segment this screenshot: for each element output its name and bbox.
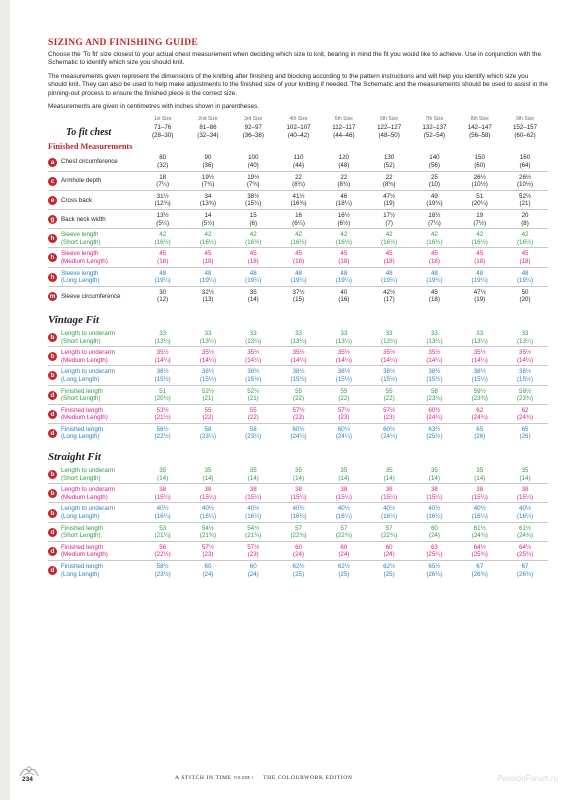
measurement-cell: 110 (44) xyxy=(293,154,305,170)
measurement-cell: 26½ (10½) xyxy=(516,173,534,189)
measurement-row xyxy=(48,541,548,560)
book-title: A STITCH IN TIME VOLUME 1 THE COLOURWORK EDITION xyxy=(175,775,353,781)
measurement-cell: 80 (32) xyxy=(157,154,169,170)
to-fit-row xyxy=(48,124,548,140)
measurement-cell: 56 (22½) xyxy=(154,543,171,559)
measurement-cell: 46 (18¼) xyxy=(335,192,352,208)
measurement-cell: 15 (6) xyxy=(249,212,258,227)
measurement-cell: 31½ (12¾) xyxy=(154,192,171,208)
measurement-cell: 67 (26¾) xyxy=(471,563,488,578)
measurement-cell: 65 (26) xyxy=(474,425,486,441)
measurement-cell: 40½ (16¼) xyxy=(426,505,443,521)
measurement-label: m Sleeve circumference xyxy=(49,292,121,300)
finished-measurements-table xyxy=(48,152,548,305)
measurement-label: d Finished length (Medium Length) xyxy=(48,544,140,559)
measurement-cell: 34 (13¾) xyxy=(199,192,217,208)
measurement-cell: 60 (24) xyxy=(293,543,305,559)
schematic-key-badge: h xyxy=(48,273,57,282)
page-number: 234 xyxy=(22,776,33,783)
measurement-label: d Finished length (Long Length) xyxy=(48,426,140,441)
measurement-cell: 33 (13¼) xyxy=(426,329,443,345)
measurement-cell: 14 (5½) xyxy=(201,212,215,227)
measurement-cell: 61½ (24¾) xyxy=(516,524,534,540)
to-fit-cell: 71–76 (28–30) xyxy=(151,124,174,140)
measurement-cell: 48 (19¼) xyxy=(290,269,307,285)
measurement-cell: 55 (22) xyxy=(383,387,395,403)
measurement-cell: 18 (7¼) xyxy=(156,173,170,189)
measurement-cell: 50 (20) xyxy=(519,288,531,304)
measurement-cell: 26½ (10½) xyxy=(471,173,488,189)
measurement-cell: 52½ (21) xyxy=(247,387,260,403)
measurement-cell: 45 (18) xyxy=(202,250,214,265)
measurement-cell: 45 (18) xyxy=(338,250,350,265)
measurement-cell: 45 (18) xyxy=(474,250,486,265)
to-fit-cell: 132–137 (52–54) xyxy=(422,124,447,140)
measurement-cell: 38 (15¼) xyxy=(516,486,534,501)
measurement-cell: 35½ (14¼) xyxy=(335,349,352,364)
measurement-cell: 20 (8) xyxy=(521,212,529,227)
measurement-cell: 63 (25¼) xyxy=(426,543,443,559)
measurement-cell: 33 (13¼) xyxy=(381,329,398,345)
measurement-cell: 42 (16½) xyxy=(154,231,171,246)
measurement-cell: 42 (16½) xyxy=(245,231,262,246)
measurement-label: b Length to underarm (Medium Length) xyxy=(48,486,140,501)
measurement-label: d Finished length (Medium Length) xyxy=(48,407,140,422)
measurement-cell: 40½ (16¼) xyxy=(290,505,307,521)
measurement-cell: 19½ (7¾) xyxy=(246,173,260,189)
measurement-row xyxy=(48,423,548,442)
measurement-cell: 40½ (16¼) xyxy=(335,505,352,521)
measurement-cell: 59½ (23¾) xyxy=(471,387,488,403)
measurement-cell: 42 (16½) xyxy=(516,231,534,246)
measurement-cell: 35 (14) xyxy=(247,467,259,482)
measurement-cell: 120 (48) xyxy=(338,154,350,170)
measurement-cell: 35½ (14¼) xyxy=(516,349,534,364)
measurement-row xyxy=(48,385,548,404)
measurement-cell: 64½ (25¾) xyxy=(516,543,534,559)
measurement-row xyxy=(48,522,548,541)
measurement-cell: 40½ (16¼) xyxy=(471,505,488,521)
measurement-cell: 40½ (16¼) xyxy=(199,505,217,521)
schematic-key-badge: b xyxy=(48,470,57,479)
measurement-cell: 60½ (24¼) xyxy=(381,425,398,441)
measurement-cell: 35½ (14¼) xyxy=(245,349,262,364)
to-fit-cell: 142–147 (56–58) xyxy=(467,124,492,140)
measurement-label: g Back neck width xyxy=(48,212,140,227)
measurement-cell: 53½ (21½) xyxy=(154,406,171,422)
intro-paragraph-1: Choose the 'To fit' size closest to your actual chest measurement when deciding which size to knit, bearing in mind the fit you would like to achieve. Use in conjunction with the Schematic to identify which size you should knit. xyxy=(48,51,542,67)
measurement-cell: 40½ (16¼) xyxy=(245,505,262,521)
measurement-row xyxy=(48,209,548,228)
measurement-cell: 57½ (23) xyxy=(337,406,350,422)
measurement-label: d Finished length (Short Length) xyxy=(48,525,140,540)
measurement-cell: 35 (14) xyxy=(338,467,350,482)
measurement-cell: 57½ (23) xyxy=(383,406,396,422)
measurement-cell: 48 (19¼) xyxy=(335,269,352,285)
measurement-row xyxy=(48,171,548,190)
size-header: 2nd Size xyxy=(198,116,218,123)
measurement-cell: 42 (16½) xyxy=(199,231,217,246)
measurement-cell: 40½ (16¼) xyxy=(516,505,534,521)
measurement-cell: 35 (14) xyxy=(293,467,305,482)
measurement-cell: 22 (8¾) xyxy=(337,173,351,189)
measurement-cell: 35½ (14¼) xyxy=(471,349,488,364)
measurement-cell: 38½ (15½) xyxy=(290,368,307,383)
measurement-cell: 42 (16½) xyxy=(290,231,307,246)
to-fit-cell: 152–157 (60–62) xyxy=(512,124,538,140)
measurement-cell: 48 (19¼) xyxy=(426,269,443,285)
measurement-cell: 60½ (24¼) xyxy=(290,425,307,441)
schematic-key-badge: d xyxy=(48,391,57,400)
measurement-cell: 60 (24) xyxy=(428,524,440,540)
measurement-cell: 47½ (19) xyxy=(473,288,486,304)
measurement-cell: 57½ (23) xyxy=(247,543,260,559)
measurement-cell: 52½ (21) xyxy=(201,387,214,403)
measurement-row xyxy=(48,365,548,384)
measurement-label: d Finished length (Long Length) xyxy=(48,563,140,578)
schematic-key-badge: d xyxy=(48,410,57,419)
measurement-row xyxy=(48,483,548,502)
measurement-cell: 35 (14) xyxy=(519,467,531,482)
measurement-cell: 17½ (7) xyxy=(383,212,396,227)
measurement-cell: 35 (14) xyxy=(383,467,395,482)
measurement-row xyxy=(48,190,548,209)
measurement-cell: 42½ (17) xyxy=(383,288,396,304)
to-fit-cell: 102–107 (40–42) xyxy=(286,124,311,140)
measurement-cell: 38 (15¼) xyxy=(471,486,488,501)
measurement-label: b Length to underarm (Medium Length) xyxy=(48,349,140,364)
measurement-label: d Finished length (Short Length) xyxy=(48,388,140,403)
measurement-row xyxy=(48,346,548,365)
measurement-cell: 42 (16½) xyxy=(471,231,488,246)
schematic-key-badge: e xyxy=(48,196,57,205)
measurement-cell: 58 (23¼) xyxy=(426,387,443,403)
measurement-cell: 49 (19¾) xyxy=(426,192,443,208)
measurement-cell: 45 (18) xyxy=(428,250,440,265)
schematic-key-badge: d xyxy=(48,547,57,556)
measurement-label: h Sleeve length (Short Length) xyxy=(48,231,140,246)
measurement-cell: 38½ (15½) xyxy=(245,368,262,383)
measurement-cell: 35½ (14¼) xyxy=(381,349,398,364)
measurement-label: b Length to underarm (Long Length) xyxy=(48,505,140,520)
measurement-cell: 38½ (15½) xyxy=(426,368,443,383)
measurement-cell: 58 (23¼) xyxy=(199,425,217,441)
size-header: 8th Size xyxy=(470,116,489,123)
measurement-cell: 38½ (15½) xyxy=(335,368,352,383)
measurement-row xyxy=(48,228,548,247)
measurement-cell: 56½ (22½) xyxy=(154,425,171,441)
intro-paragraph-3: Measurements are given in centimetres with inches shown in parentheses. xyxy=(48,103,259,111)
size-header: 7th Size xyxy=(425,116,444,123)
straight-fit-heading: Straight Fit xyxy=(48,451,101,464)
measurement-cell: 48 (19¼) xyxy=(245,269,262,285)
measurement-cell: 52½ (21) xyxy=(519,192,532,208)
measurement-cell: 54½ (21¾) xyxy=(199,524,217,540)
measurement-cell: 160 (64) xyxy=(519,154,531,170)
to-fit-label: To fit chest xyxy=(66,126,112,138)
measurement-cell: 41½ (16¾) xyxy=(290,192,307,208)
measurement-row xyxy=(48,404,548,423)
measurement-cell: 38½ (15½) xyxy=(199,368,217,383)
measurement-cell: 58½ (23½) xyxy=(154,563,171,578)
measurement-cell: 42 (16½) xyxy=(381,231,398,246)
measurement-cell: 53 (21¼) xyxy=(154,524,171,540)
measurement-cell: 90 (36) xyxy=(202,154,214,170)
measurement-cell: 57½ (23) xyxy=(292,406,305,422)
measurement-row xyxy=(48,465,548,483)
measurement-cell: 60 (24) xyxy=(383,543,395,559)
schematic-key-badge: a xyxy=(48,158,57,167)
measurement-cell: 62 (24¾) xyxy=(471,406,488,422)
measurement-cell: 38 (15¼) xyxy=(426,486,443,501)
measurement-cell: 59½ (23¾) xyxy=(516,387,534,403)
measurement-cell: 60 (24) xyxy=(202,563,214,578)
measurement-row xyxy=(48,560,548,579)
measurement-cell: 33 (13¼) xyxy=(154,329,171,345)
measurement-cell: 35 (14) xyxy=(202,467,214,482)
measurement-cell: 38 (15¼) xyxy=(199,486,217,501)
measurement-cell: 35 (14) xyxy=(157,467,169,482)
measurement-cell: 16½ (6½) xyxy=(337,212,351,227)
schematic-key-badge: c xyxy=(48,177,57,186)
measurement-cell: 55 (22) xyxy=(247,406,259,422)
measurement-cell: 38 (15¼) xyxy=(245,486,262,501)
measurement-cell: 45 (18) xyxy=(519,250,531,265)
measurement-cell: 35 (14) xyxy=(247,288,259,304)
schematic-key-badge: d xyxy=(48,429,57,438)
measurement-cell: 60½ (24¼) xyxy=(335,425,352,441)
measurement-cell: 40 (16) xyxy=(338,288,350,304)
measurement-cell: 42 (16½) xyxy=(335,231,352,246)
measurement-cell: 42 (16½) xyxy=(426,231,443,246)
measurement-cell: 33 (13¼) xyxy=(245,329,262,345)
measurement-cell: 62½ (25) xyxy=(337,563,350,578)
measurement-label: b Length to underarm (Short Length) xyxy=(48,330,140,345)
schematic-key-badge: m xyxy=(49,292,56,300)
measurement-cell: 60 (24) xyxy=(247,563,259,578)
measurement-cell: 33 (13¼) xyxy=(516,329,534,345)
measurement-cell: 38 (15¼) xyxy=(154,486,171,501)
measurement-cell: 35½ (14¼) xyxy=(290,349,307,364)
size-header: 1st Size xyxy=(153,116,172,123)
measurement-row xyxy=(48,328,548,346)
measurement-cell: 38 (15¼) xyxy=(290,486,307,501)
measurement-cell: 54½ (21¾) xyxy=(245,524,262,540)
measurement-cell: 55 (22) xyxy=(293,387,305,403)
straight-fit-table xyxy=(48,465,548,579)
to-fit-cell: 92–97 (36–38) xyxy=(242,124,264,140)
measurement-label: e Cross back xyxy=(48,193,140,208)
measurement-label: h Sleeve length (Long Length) xyxy=(48,270,140,285)
measurement-cell: 18½ (7¼) xyxy=(428,212,441,227)
to-fit-cell: 81–86 (32–34) xyxy=(197,124,219,140)
measurement-cell: 33 (13¼) xyxy=(290,329,307,345)
measurement-row xyxy=(48,267,548,286)
measurement-cell: 22 (8¾) xyxy=(292,173,305,189)
measurement-cell: 100 (40) xyxy=(247,154,259,170)
measurement-cell: 62½ (25) xyxy=(383,563,396,578)
measurement-cell: 57½ (23) xyxy=(201,543,214,559)
measurement-label: b Length to underarm (Short Length) xyxy=(48,467,140,482)
measurement-cell: 33 (13¼) xyxy=(471,329,488,345)
measurement-cell: 16 (6¼) xyxy=(292,212,305,227)
measurement-cell: 35½ (14¼) xyxy=(199,349,217,364)
measurement-cell: 25 (10) xyxy=(428,173,440,189)
measurement-cell: 130 (52) xyxy=(383,154,395,170)
measurement-cell: 57 (22¾) xyxy=(290,524,307,540)
measurement-cell: 55 (22) xyxy=(202,406,214,422)
measurement-row xyxy=(48,247,548,266)
measurement-cell: 65 (26) xyxy=(519,425,531,441)
schematic-key-badge: h xyxy=(48,234,57,243)
measurement-cell: 35 (14) xyxy=(474,467,486,482)
measurement-cell: 48 (19¼) xyxy=(471,269,488,285)
measurement-cell: 61½ (24¾) xyxy=(471,524,488,540)
finished-measurements-heading: Finished Measurements xyxy=(48,142,133,152)
vintage-fit-table xyxy=(48,328,548,442)
measurement-cell: 58 (23¼) xyxy=(245,425,262,441)
measurement-cell: 33 (13¼) xyxy=(199,329,217,345)
measurement-cell: 13½ (5¼) xyxy=(156,212,170,227)
measurement-cell: 51 (20½) xyxy=(154,387,171,403)
size-header: 4th Size xyxy=(289,116,308,123)
measurement-cell: 35½ (14¼) xyxy=(426,349,443,364)
measurement-cell: 63½ (25½) xyxy=(426,425,443,441)
measurement-cell: 47½ (19) xyxy=(383,192,396,208)
measurement-cell: 48 (19¼) xyxy=(381,269,398,285)
schematic-key-badge: g xyxy=(48,215,57,224)
measurement-cell: 40½ (16¼) xyxy=(154,505,171,521)
measurement-cell: 150 (60) xyxy=(474,154,486,170)
measurement-cell: 38 (15¼) xyxy=(335,486,352,501)
measurement-cell: 22 (8¾) xyxy=(382,173,396,189)
measurement-cell: 45 (18) xyxy=(157,250,169,265)
page-title: SIZING AND FINISHING GUIDE xyxy=(48,38,199,48)
measurement-cell: 51 (20¼) xyxy=(471,192,488,208)
size-header: 9th Size xyxy=(515,116,535,123)
page-side-strip xyxy=(0,0,10,800)
measurement-cell: 60 (24) xyxy=(338,543,350,559)
measurement-cell: 38½ (15½) xyxy=(516,368,534,383)
schematic-key-badge: b xyxy=(48,489,57,498)
measurement-cell: 33 (13¼) xyxy=(335,329,352,345)
measurement-cell: 60½ (24¼) xyxy=(426,406,443,422)
measurement-cell: 140 (56) xyxy=(428,154,440,170)
measurement-cell: 65½ (26¼) xyxy=(426,563,443,578)
intro-paragraph-2: The measurements given represent the dimensions of the knitting after finishing and blocking according to the pattern instructions and will help you identify which size you should knit. They can also be used to help make adjustments to the finished size of your knitting if needed. The Schematic and the measurements should be used to assist in the pinning-out process to ensure the finished piece is the correct size. xyxy=(48,72,548,97)
measurement-cell: 62½ (25) xyxy=(292,563,305,578)
measurement-cell: 19 (7½) xyxy=(473,212,487,227)
schematic-key-badge: d xyxy=(48,566,57,575)
measurement-row xyxy=(48,286,548,305)
size-header: 5th Size xyxy=(334,116,353,123)
measurement-cell: 32½ (13) xyxy=(201,288,214,304)
measurement-cell: 19½ (7¾) xyxy=(201,173,215,189)
measurement-cell: 38½ (15½) xyxy=(381,368,398,383)
page-footer xyxy=(0,768,566,788)
measurement-cell: 48 (19¼) xyxy=(154,269,171,285)
measurement-cell: 30 (12) xyxy=(157,288,169,304)
to-fit-cell: 112–117 (44–46) xyxy=(332,124,356,140)
watermark: PassionForum.ru xyxy=(497,774,558,783)
to-fit-cell: 122–127 (48–50) xyxy=(377,124,402,140)
measurement-cell: 38 (15¼) xyxy=(381,486,398,501)
measurement-cell: 55 (22) xyxy=(338,387,350,403)
measurement-cell: 35½ (14¼) xyxy=(154,349,171,364)
measurement-row xyxy=(48,502,548,521)
size-header-row xyxy=(48,116,548,122)
schematic-key-badge: b xyxy=(48,352,57,361)
measurement-cell: 38½ (15¼) xyxy=(245,192,262,208)
size-header: 3rd Size xyxy=(244,116,263,123)
size-header: 6th Size xyxy=(380,116,399,123)
measurement-cell: 45 (18) xyxy=(428,288,440,304)
schematic-key-badge: b xyxy=(48,333,57,342)
measurement-cell: 64½ (25¾) xyxy=(471,543,488,559)
measurement-cell: 57 (22¾) xyxy=(381,524,398,540)
schematic-key-badge: h xyxy=(48,253,57,262)
schematic-key-badge: d xyxy=(48,528,57,537)
sizing-guide xyxy=(48,38,548,579)
measurement-cell: 57 (22¾) xyxy=(335,524,352,540)
measurement-cell: 35 (14) xyxy=(428,467,440,482)
measurement-label: c Armhole depth xyxy=(48,174,140,189)
measurement-cell: 62 (24¾) xyxy=(516,406,534,422)
vintage-fit-heading: Vintage Fit xyxy=(48,313,100,326)
measurement-cell: 40½ (16¼) xyxy=(381,505,398,521)
measurement-label: b Length to underarm (Long Length) xyxy=(48,368,140,383)
measurement-label: a Chest circumference xyxy=(48,154,140,169)
schematic-key-badge: b xyxy=(48,371,57,380)
measurement-cell: 48 (19¼) xyxy=(199,269,217,285)
measurement-row xyxy=(48,152,548,170)
measurement-cell: 45 (18) xyxy=(247,250,259,265)
measurement-cell: 37½ (15) xyxy=(292,288,305,304)
measurement-cell: 45 (18) xyxy=(383,250,395,265)
schematic-key-badge: b xyxy=(48,509,57,518)
measurement-label: h Sleeve length (Medium Length) xyxy=(48,250,140,265)
measurement-cell: 38½ (15½) xyxy=(471,368,488,383)
measurement-cell: 38½ (15½) xyxy=(154,368,171,383)
measurement-cell: 48 (19¼) xyxy=(516,269,534,285)
measurement-cell: 67 (26¾) xyxy=(516,563,534,578)
measurement-cell: 45 (18) xyxy=(293,250,305,265)
